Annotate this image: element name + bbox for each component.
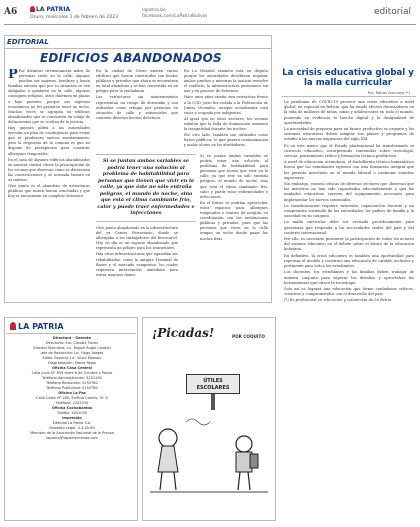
divider: [6, 333, 136, 334]
header-date: Oruro, miércoles 1 de febrero de 2023: [30, 15, 119, 20]
staff-line: Jefe de Redacción: Lic. Hugo Vargas: [40, 351, 104, 355]
paragraph: Si se juntan ambas variables se podría tener una solución al problema de habitabilidad para personas que tienen que vivir en la calle, ya que éste no sólo entraña peligros, el mundo de noche, sino que está el clima cambiante frío, calor y puede traer enfermedades e infecciones.: [200, 154, 268, 199]
paragraph: La pandemia de COVID-19 provocó una crisis educativa a nivel global, en especial en Bolivia, que ha tenido efectos devastadores en la vida de millones de niños, niñas y adolescentes en todo el mundo, poniendo en evidencia la brecha digital y la desigualdad de oportunidades.: [284, 100, 414, 125]
page-number: A6: [4, 7, 18, 17]
paragraph: La malla curricular debe ser revisada periódicamente para garantizar que responda a las necesidades reales del país y del contexto internacional.: [284, 220, 414, 235]
pull-quote: [96, 154, 196, 222]
staff-line: Editor General: Lic. Silvia Mamani: [42, 356, 102, 360]
paragraph: Sin embargo, existen críticas de diversos sectores que observan que los maestros no han sido capacitados adecuadamente y que las unidades educativas carecen del equipamiento necesario para implementar los nuevos contenidos.: [284, 182, 414, 202]
paragraph: En La Metalsil también está en disputa porque las autoridades decidieron requisar ambos predios y mientras la justicia resuelve el conflicto, la infraestructura permanece sin uso y en proceso de deterioro.: [184, 69, 268, 94]
staff-logo: LA PATRIA: [10, 322, 64, 331]
staff-line: Directora - Gerente: [52, 336, 92, 340]
staff-list: [8, 336, 136, 518]
staff-line: lapatria@lapatriaenlinea.com: [46, 436, 98, 440]
editorial-column-3: [184, 69, 268, 151]
paragraph: Hay otras infraestructuras que aguardan ser rehabilitadas, como la antigua Terminal de Buses y el mercado campesino, los cuales requieren intervención inmediata para evitar mayores daños.: [96, 252, 178, 277]
staff-line: Teléfono Redacción: 5250780: [46, 381, 98, 385]
drop-cap: P: [8, 69, 18, 82]
character-head: [159, 429, 177, 447]
editorial-column-3-lower: [200, 154, 268, 300]
opinion-body: [284, 100, 414, 520]
contact-facebook: facebook.com/LaPatriaBolivia: [142, 14, 207, 19]
cartoon-title: ¡Picadas!: [152, 326, 215, 340]
paragraph: En la ciudad de Oruro existen varios edificios que fueron construidos con fondos públicos y privados que ahora se encuentran en total abandono y se han convertido en un peligro para la ciudadanía.: [96, 69, 178, 94]
editorial-title: EDIFICIOS ABANDONADOS: [40, 51, 222, 65]
editorial-column-1: [8, 69, 90, 299]
staff-line: Oficina Cochabamba: [51, 406, 93, 410]
staff-line: Director Ejecutivo: Lic. Miguel Ángel Condori: [33, 346, 111, 350]
staff-line: Editorial La Patria S.A.: [52, 421, 92, 425]
paragraph: Al igual que en otros sectores, los vecinos señalan que la falta de iluminación aumenta la inseguridad durante las noches.: [184, 116, 268, 132]
editorial-column-2: [96, 69, 178, 151]
cartoon-byline: POR COQUITO: [232, 334, 265, 339]
page-header: [4, 3, 416, 25]
editorial-column-2-lower: [96, 226, 178, 300]
paragraph: En el futuro se podrían aprovechar estos espacios para albergues temporales o centros de acogida, en coordinación con las instituciones públicas y privadas, para que las personas que viven en la calle tengan un techo donde pasar las noches frías.: [200, 200, 268, 241]
paragraph: Por ello, es necesario promover la participación de todos los actores del sistema educativo en el debate sobre el futuro de la educación boliviana.: [284, 237, 414, 252]
staff-line: Telefax: 4502030: [56, 411, 88, 415]
opinion-author: Por: Rafael Aramayo (*): [367, 91, 410, 95]
staff-line: Depósito Legal: 4-3-45-89: [49, 426, 95, 430]
paragraph: Otro punto abandonado es la infraestructura del ex Centro Ferroviario, donde se albergaba a los trabajadores del ferrocarril. Hoy en día es un espacio abandonado que representa un peligro para los transeúntes.: [96, 226, 178, 251]
backpack-icon: [250, 454, 258, 468]
flame-icon: [30, 6, 35, 12]
staff-line: Teléfono: 2202030: [55, 401, 89, 405]
staff-line: Directorio: Sra. Claudia Flores: [45, 341, 99, 345]
character-body: [158, 446, 178, 472]
cartoon-sign: ÚTILES ESCOLARES: [186, 374, 240, 394]
paragraph: Solo así se logrará una educación que forme ciudadanos críticos, creativos y comprometidos con el desarrollo del país.: [284, 286, 414, 297]
staff-line: Teléfono Publicidad: 5250780: [46, 386, 98, 390]
staff-line: Oficina La Paz: [58, 391, 86, 395]
staff-line: Oficina Casa Central: [52, 366, 92, 370]
divider: [5, 48, 271, 49]
paragraph: En definitiva, la crisis educativa es también una oportunidad para repensar el modelo y construir una educación de calidad, inclusiva y pertinente para todos los estudiantes.: [284, 253, 414, 269]
paragraph: La necesidad de preparar para un futuro productivo es urgente y los sistemas educativos deben adaptar sus planes y programas de estudio a las nuevas exigencias del siglo XXI.: [284, 127, 414, 142]
sign-post: [211, 394, 215, 410]
paragraph: En el caso de algunos edificios abandonados en nuestra ciudad, existe la preocupación de los vecinos que observan cómo se deterioran las construcciones y se acumula basura en su interior.: [8, 157, 90, 182]
footnote: (*) Es profesional en educación y columnista de La Patria.: [284, 298, 393, 303]
paragraph: Hace unos años existía otra estructura frente a la COD, pero fue cedida a la Federación de Juntas Vecinales, aunque actualmente está vacía y ocupada por indigentes.: [184, 95, 268, 115]
flame-icon: [10, 322, 16, 330]
section-tag: editorial: [374, 7, 412, 17]
paragraph: Otro punto es el abandono de estructuras públicas que nunca fueron concluidas y que hoy se encuentran en completo deterioro.: [8, 184, 90, 199]
contact-web: lapatria.bo: [142, 8, 166, 13]
editorial-label: EDITORIAL: [7, 38, 49, 46]
staff-line: Calle Colón N° 200, Edificio Camilo, Of. 8: [36, 396, 108, 400]
paragraph: Hay quienes piden a las autoridades ejecutar un plan de contingencia para evitar que se produzcan nuevos asentamientos, pero la respuesta de la comuna es que no dispone de presupuesto para construir albergues temporales.: [8, 126, 90, 156]
pull-quote-text: Si se juntan ambas variables se podría tener una solución al problema de habitabilidad para personas que tienen que vivir en la calle, ya que éste no sólo entraña peligros, el mundo de noche, sino que está el clima cambiante frío, calor y puede traer enfermedades e infecciones: [97, 158, 195, 216]
paragraph: A nivel de educación secundaria, el bachillerato técnico humanístico busca que los estudiantes egresen con una formación integral que les permita insertarse en el mundo laboral o continuar estudios superiores.: [284, 160, 414, 180]
divider: [282, 96, 416, 97]
staff-line: Teléfono Administración: 5251160: [42, 376, 102, 380]
opinion-title: La crisis educativa global y la malla curricular: [282, 68, 414, 88]
staff-line: Miembro de la Asociación Nacional de la Prensa: [30, 431, 114, 435]
paragraph: Los docentes, los estudiantes y las familias deben trabajar de manera conjunta para superar los desafíos y aprovechar las herramientas que ofrece la tecnología.: [284, 270, 414, 285]
child-head: [236, 436, 252, 452]
paragraph: La transformación requiere inversión, capacitación docente y un compromiso sostenido de las autoridades, los padres de familia y la sociedad en su conjunto.: [284, 203, 414, 219]
paragraph: Es en este marco que el Estado plurinacional ha transformado su currículo educativo, incorporando contenidos sobre tecnología, ciencia, pensamiento crítico y formación técnica productiva.: [284, 143, 414, 159]
staff-line: Diagramación: Marco Rojas: [48, 361, 96, 365]
paragraph: Por otro lado, también son utilizados como baños públicos, lo que genera contaminación y malos olores en los alrededores.: [184, 133, 268, 148]
header-contact: [142, 8, 232, 20]
paragraph: P Por distintas circunstancias miles de personas viven en la calle, algunos pueden ser mujeres, hombres y hasta familias enteras que por su situación se ven obligadas a quedarse en la calle, algunos consiguen refugios, otros duermen en plazas o bajo puentes, porque sus ingresos económicos no les permiten tener un techo. Muchas veces se agrupan en edificios abandonados que se convierten en cobijo de delincuentes que se ocultan de la justicia.: [8, 69, 90, 124]
cartoon-illustration: [146, 342, 272, 516]
staff-line: Calle Junín N° 655 entre 6 de Octubre y Potosí: [31, 371, 113, 375]
masthead-logo: LA PATRIA: [30, 6, 70, 13]
paragraph: Las estructuras sin mantenimiento representan un riesgo de derrumbe y son utilizadas como refugio por personas en situación de calle y antisociales que cometen diversos hechos delictivos.: [96, 95, 178, 120]
staff-line: Impresión: [62, 416, 82, 420]
